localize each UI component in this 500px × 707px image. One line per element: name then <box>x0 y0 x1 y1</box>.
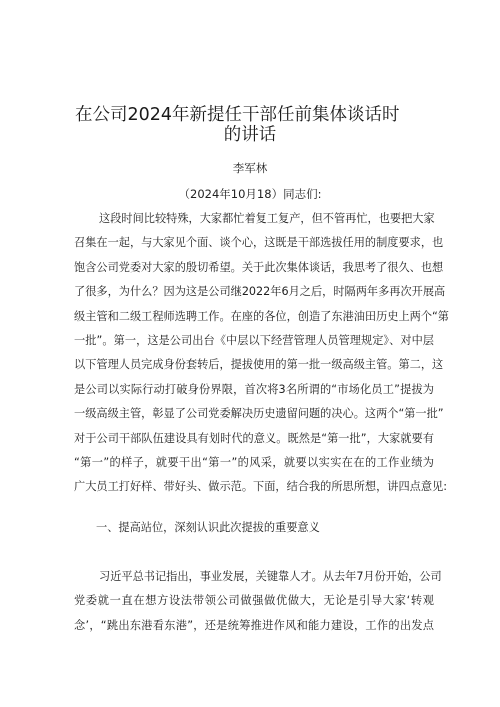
paragraph-1-line: 级主管和二级工程师选聘工作。在座的各位，创造了东港油田历史上两个“第 <box>74 309 449 323</box>
paragraph-2-line: 念’，“跳出东港看东港”，还是统筹推进作风和能力建设，工作的出发点 <box>74 618 434 632</box>
paragraph-1-line: “第一”的样子，就要干出“第一”的风采，就要以实实在在的工作业绩为 <box>74 455 434 469</box>
section-heading-1: 一、提高站位，深刻认识此次提拔的重要意义 <box>96 521 320 534</box>
paragraph-2 <box>74 565 442 638</box>
paragraph-1-line: 以下管理人员完成身份套转后，提拔使用的第一批一级高级主管。第二，这 <box>74 358 444 372</box>
paragraph-2-line: 习近平总书记指出，事业发展，关键靠人才。从去年7月份开始，公司 <box>99 570 442 583</box>
paragraph-1-line: 一批”。第一，这是公司出台《中层以下经营管理人员管理规定》、对中层 <box>74 333 434 347</box>
paragraph-1-line: 是公司以实际行动打破身份界限，首次将3名所谓的“市场化员工”提拔为 <box>74 382 434 396</box>
document-title-line-2 <box>0 121 500 146</box>
paragraph-1 <box>74 207 449 500</box>
paragraph-1-line: 这段时间比较特殊，大家都忙着复工复产，但不管再忙，也要把大家 <box>99 212 435 225</box>
paragraph-1-line: 对于公司干部队伍建设具有划时代的意义。既然是“第一批”，大家就要有 <box>74 431 434 445</box>
paragraph-1-line: 饱含公司党委对大家的殷切希望。关于此次集体谈话，我思考了很久、也想 <box>74 260 444 274</box>
paragraph-1-line: 广大员工打好样、带好头、做示范。下面，结合我的所思所想，讲四点意见: <box>74 480 447 494</box>
paragraph-2-line: 党委就一直在想方设法带领公司做强做优做大，无论是引导大家‘转观 <box>74 594 434 608</box>
paragraph-1-line: 召集在一起，与大家见个面、谈个心，这既是干部选拔任用的制度要求，也 <box>74 236 444 250</box>
dateline-salutation: （2024年10月18）同志们: <box>178 187 322 201</box>
paragraph-1-line: 一级高级主管，彰显了公司党委解决历史遗留问题的决心。这两个“第一批” <box>74 407 444 421</box>
document-title-line-2-text: 的讲话 <box>223 125 277 145</box>
document-title-line-1: 在公司2024年新提任干部任前集体谈话时 <box>75 105 400 125</box>
paragraph-1-line: 了很多，为什么？因为这是公司继2022年6月之后，时隔两年多再次开展高 <box>74 285 446 299</box>
author-name: 李军林 <box>232 161 268 175</box>
